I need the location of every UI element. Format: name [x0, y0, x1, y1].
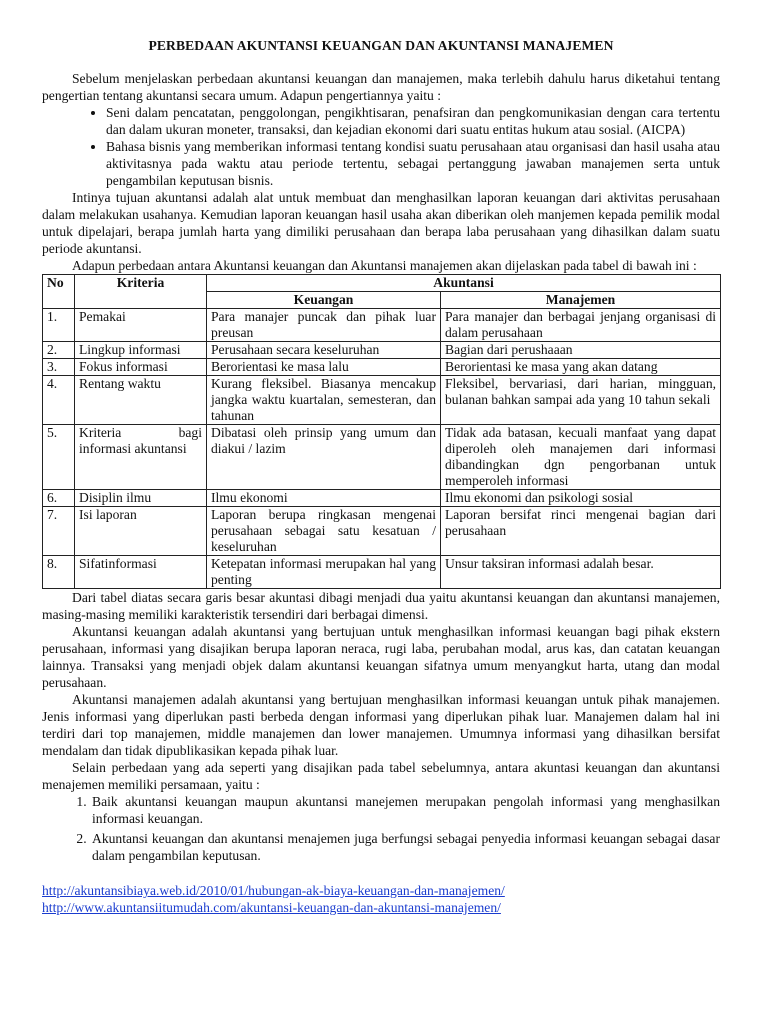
row-manajemen: Para manajer dan berbagai jenjang organisasi di dalam perusahaan	[441, 309, 721, 342]
table-row	[43, 359, 721, 376]
header-akuntansi: Akuntansi	[207, 275, 721, 292]
document-page	[42, 38, 720, 916]
header-kriteria: Kriteria	[75, 275, 207, 309]
intro-paragraph: Sebelum menjelaskan perbedaan akuntansi keuangan dan manajemen, maka terlebih dahulu harus diketahui tentang pengertian tentang akuntansi secara umum. Adapun pengertiannya yaitu :	[42, 71, 720, 103]
table-row	[43, 342, 721, 359]
list-item: 1. Baik akuntansi keuangan maupun akuntansi manejemen merupakan pengolah informasi yang menghasilkan informasi keuangan.	[90, 793, 720, 827]
header-keuangan: Keuangan	[207, 292, 441, 309]
list-item: • Bahasa bisnis yang memberikan informasi tentang kondisi suatu perusahaan atau organisasi dan hasil usaha atau aktivitasnya pada waktu atau periode tertentu, sebagai pertanggung jawaban manajemen serta untuk pengambilan keputusan bisnis.	[106, 138, 720, 189]
row-manajemen: Laporan bersifat rinci mengenai bagian dari perusahaan	[441, 507, 721, 556]
row-criteria: Isi laporan	[75, 507, 207, 556]
row-keuangan: Ilmu ekonomi	[207, 490, 441, 507]
table-row	[43, 425, 721, 490]
header-no: No	[43, 275, 75, 309]
row-criteria: Sifatinformasi	[75, 556, 207, 589]
row-keuangan: Para manajer puncak dan pihak luar preusan	[207, 309, 441, 342]
table-row	[43, 507, 721, 556]
list-item: • Seni dalam pencatatan, penggolongan, pengikhtisaran, penafsiran dan pengkomunikasian dengan cara tertentu dan dalam ukuran moneter, transaksi, dan kejadian ekonomi dari suatu entitas hukum atau sosial. (AICPA)	[106, 104, 720, 138]
row-manajemen: Ilmu ekonomi dan psikologi sosial	[441, 490, 721, 507]
row-criteria: Lingkup informasi	[75, 342, 207, 359]
row-keuangan: Dibatasi oleh prinsip yang umum dan diakui / lazim	[207, 425, 441, 490]
definition-list	[42, 104, 720, 189]
row-manajemen: Tidak ada batasan, kecuali manfaat yang dapat diperoleh oleh manajemen dari informasi dibandingkan dgn pengorbanan untuk memperoleh informasi	[441, 425, 721, 490]
reference-link[interactable]: http://akuntansibiaya.web.id/2010/01/hubungan-ak-biaya-keuangan-dan-manajemen/	[42, 883, 505, 898]
row-number: 1.	[43, 309, 75, 342]
summary-paragraph: Dari tabel diatas secara garis besar akuntasi dibagi menjadi dua yaitu akuntansi keuangan dan akuntansi manajemen, masing-masing memiliki karakteristik tersendiri dari berbagai dimensi.	[42, 590, 720, 622]
similarities-list	[42, 793, 720, 864]
table-row	[43, 309, 721, 342]
row-criteria: Kriteria bagi informasi akuntansi	[75, 425, 207, 490]
row-number: 6.	[43, 490, 75, 507]
row-keuangan: Kurang fleksibel. Biasanya mencakup jangka waktu kuartalan, semesteran, dan tahunan	[207, 376, 441, 425]
comparison-table	[42, 274, 721, 589]
row-criteria: Disiplin ilmu	[75, 490, 207, 507]
row-number: 5.	[43, 425, 75, 490]
row-criteria: Pemakai	[75, 309, 207, 342]
row-manajemen: Unsur taksiran informasi adalah besar.	[441, 556, 721, 589]
reference-links	[42, 882, 720, 916]
financial-accounting-paragraph: Akuntansi keuangan adalah akuntansi yang bertujuan untuk menghasilkan informasi keuangan bagi pihak ekstern perusahaan, informasi yang disajikan berupa laporan neraca, rugi laba, perubahan modal, arus kas, dan catatan keuangan lainnya. Transaksi yang menjadi objek dalam akuntansi keuangan sifatnya umum menyangkut harta, utang dan modal perusahaan.	[42, 624, 720, 690]
row-number: 2.	[43, 342, 75, 359]
row-keuangan: Perusahaan secara keseluruhan	[207, 342, 441, 359]
table-row	[43, 556, 721, 589]
table-row	[43, 376, 721, 425]
row-manajemen: Fleksibel, bervariasi, dari harian, mingguan, bulanan bahkan sampai ada yang 10 tahun sekali	[441, 376, 721, 425]
similarities-paragraph: Selain perbedaan yang ada seperti yang disajikan pada tabel sebelumnya, antara akuntasi keuangan dan akuntansi menajemen memiliki persamaan, yaitu :	[42, 760, 720, 792]
document-title: PERBEDAAN AKUNTANSI KEUANGAN DAN AKUNTANSI MANAJEMEN	[148, 38, 614, 53]
purpose-paragraph: Intinya tujuan akuntansi adalah alat untuk membuat dan menghasilkan laporan keuangan dari aktivitas perusahaan dalam melakukan usahanya. Kemudian laporan keuangan hasil usaha akan diberikan oleh manjemen kepada pemilik modal untuk dipelajari, berapa jumlah harta yang dimiliki perusahaan dan berapa laba perusahaan yang dihasilkan dalam suatu periode akuntansi.	[42, 190, 720, 256]
list-item: 2. Akuntansi keuangan dan akuntansi menajemen juga berfungsi sebagai penyedia informasi keuangan sebagai dasar dalam pengambilan keputusan.	[90, 830, 720, 864]
row-manajemen: Berorientasi ke masa yang akan datang	[441, 359, 721, 376]
row-number: 4.	[43, 376, 75, 425]
row-number: 7.	[43, 507, 75, 556]
table-intro-paragraph: Adapun perbedaan antara Akuntansi keuangan dan Akuntansi manajemen akan dijelaskan pada tabel di bawah ini :	[72, 258, 697, 273]
row-keuangan: Berorientasi ke masa lalu	[207, 359, 441, 376]
header-manajemen: Manajemen	[441, 292, 721, 309]
row-manajemen: Bagian dari perushaaan	[441, 342, 721, 359]
reference-link[interactable]: http://www.akuntansiitumudah.com/akuntansi-keuangan-dan-akuntansi-manajemen/	[42, 900, 501, 915]
row-number: 8.	[43, 556, 75, 589]
row-criteria: Fokus informasi	[75, 359, 207, 376]
row-criteria: Rentang waktu	[75, 376, 207, 425]
table-row	[43, 490, 721, 507]
row-keuangan: Laporan berupa ringkasan mengenai perusahaan sebagai satu kesatuan / keseluruhan	[207, 507, 441, 556]
row-number: 3.	[43, 359, 75, 376]
management-accounting-paragraph: Akuntansi manajemen adalah akuntansi yang bertujuan menghasilkan informasi keuangan untuk pihak manajemen. Jenis informasi yang diperlukan pasti berbeda dengan informasi yang diperlukan pihak luar. Manajemen dalam hal ini terdiri dari top manajemen, middle manajemen dan lower manajemen. Umumnya informasi yang dihasilkan bersifat mendalam dan tidak dipublikasikan kepada pihak luar.	[42, 692, 720, 758]
row-keuangan: Ketepatan informasi merupakan hal yang penting	[207, 556, 441, 589]
